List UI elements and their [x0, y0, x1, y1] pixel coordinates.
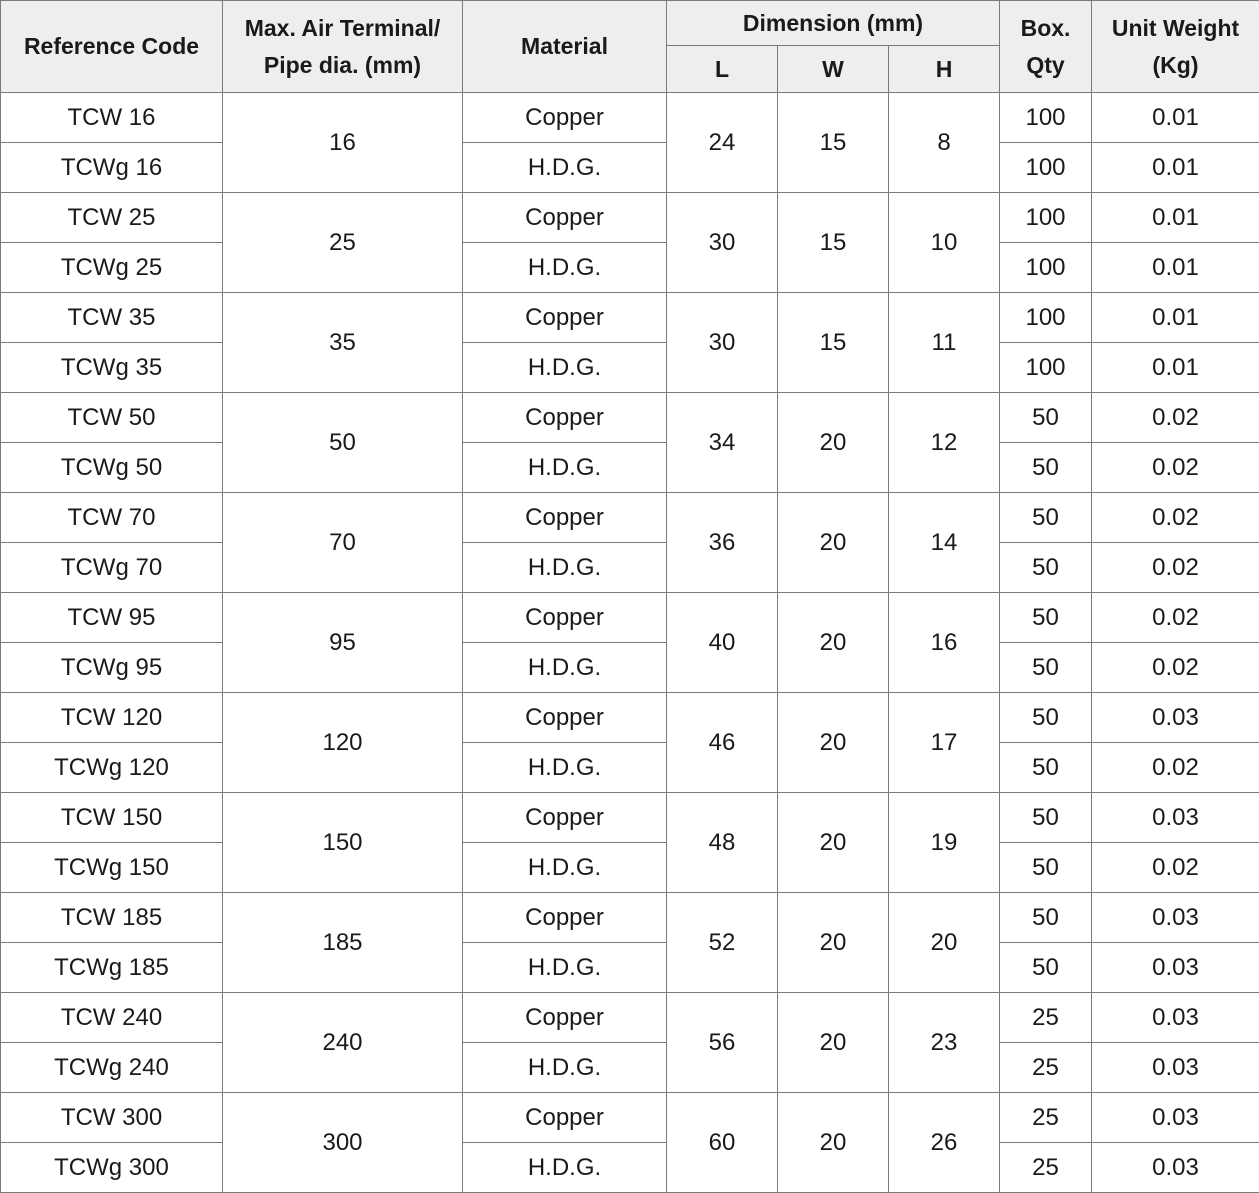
cell-box-qty: 25: [1000, 1143, 1092, 1193]
cell-dim-w: 20: [778, 393, 889, 493]
table-row: [1, 993, 1259, 1043]
cell-unit-weight: 0.03: [1092, 1043, 1259, 1093]
cell-dim-h: 8: [889, 93, 1000, 193]
cell-reference-code: TCW 185: [1, 893, 223, 943]
cell-dim-w: 20: [778, 693, 889, 793]
cell-material: Copper: [463, 793, 667, 843]
cell-box-qty: 100: [1000, 343, 1092, 393]
cell-dim-h: 14: [889, 493, 1000, 593]
table-row: [1, 93, 1259, 143]
cell-unit-weight: 0.01: [1092, 243, 1259, 293]
cell-reference-code: TCWg 70: [1, 543, 223, 593]
cell-material: H.D.G.: [463, 343, 667, 393]
cell-box-qty: 100: [1000, 93, 1092, 143]
cell-dim-w: 15: [778, 93, 889, 193]
cell-reference-code: TCW 50: [1, 393, 223, 443]
cell-box-qty: 25: [1000, 993, 1092, 1043]
header-unit-weight-line1: Unit Weight: [1111, 14, 1240, 41]
cell-pipe-dia: 25: [223, 193, 463, 293]
cell-material: H.D.G.: [463, 643, 667, 693]
table-row: [1, 1043, 1259, 1093]
cell-material: Copper: [463, 393, 667, 443]
cell-reference-code: TCWg 35: [1, 343, 223, 393]
cell-dim-h: 12: [889, 393, 1000, 493]
cell-dim-w: 20: [778, 1093, 889, 1193]
cell-unit-weight: 0.03: [1092, 893, 1259, 943]
table-row: [1, 643, 1259, 693]
table-row: [1, 143, 1259, 193]
cell-box-qty: 50: [1000, 393, 1092, 443]
cell-unit-weight: 0.03: [1092, 1093, 1259, 1143]
cell-material: H.D.G.: [463, 243, 667, 293]
cell-dim-l: 48: [667, 793, 778, 893]
cell-dim-w: 20: [778, 493, 889, 593]
cell-material: Copper: [463, 893, 667, 943]
header-unit-weight: [1092, 1, 1259, 93]
cell-reference-code: TCW 120: [1, 693, 223, 743]
cell-reference-code: TCW 25: [1, 193, 223, 243]
table-row: [1, 393, 1259, 443]
cell-reference-code: TCW 35: [1, 293, 223, 343]
cell-reference-code: TCW 240: [1, 993, 223, 1043]
header-dim-h: H: [889, 46, 1000, 93]
cell-dim-l: 52: [667, 893, 778, 993]
cell-box-qty: 50: [1000, 843, 1092, 893]
cell-reference-code: TCWg 185: [1, 943, 223, 993]
cell-dim-h: 10: [889, 193, 1000, 293]
cell-dim-h: 19: [889, 793, 1000, 893]
cell-dim-w: 20: [778, 593, 889, 693]
cell-box-qty: 50: [1000, 643, 1092, 693]
cell-unit-weight: 0.03: [1092, 693, 1259, 743]
cell-box-qty: 50: [1000, 543, 1092, 593]
cell-reference-code: TCWg 150: [1, 843, 223, 893]
cell-material: H.D.G.: [463, 743, 667, 793]
cell-pipe-dia: 16: [223, 93, 463, 193]
cell-unit-weight: 0.02: [1092, 493, 1259, 543]
cell-box-qty: 50: [1000, 743, 1092, 793]
cell-material: Copper: [463, 693, 667, 743]
cell-reference-code: TCW 150: [1, 793, 223, 843]
cell-reference-code: TCW 95: [1, 593, 223, 643]
cell-dim-l: 40: [667, 593, 778, 693]
cell-reference-code: TCWg 95: [1, 643, 223, 693]
cell-unit-weight: 0.03: [1092, 993, 1259, 1043]
cell-material: H.D.G.: [463, 843, 667, 893]
header-reference-code: Reference Code: [1, 1, 223, 93]
cell-material: Copper: [463, 493, 667, 543]
table-row: [1, 843, 1259, 893]
cell-unit-weight: 0.01: [1092, 143, 1259, 193]
cell-material: Copper: [463, 293, 667, 343]
header-dimension: Dimension (mm): [667, 1, 1000, 46]
cell-pipe-dia: 300: [223, 1093, 463, 1193]
cell-material: Copper: [463, 993, 667, 1043]
cell-box-qty: 100: [1000, 293, 1092, 343]
cell-dim-l: 30: [667, 293, 778, 393]
cell-pipe-dia: 35: [223, 293, 463, 393]
cell-box-qty: 50: [1000, 443, 1092, 493]
cell-reference-code: TCWg 50: [1, 443, 223, 493]
cell-unit-weight: 0.02: [1092, 543, 1259, 593]
table-row: [1, 1143, 1259, 1193]
cell-pipe-dia: 150: [223, 793, 463, 893]
table-header: [1, 1, 1259, 93]
cell-reference-code: TCWg 16: [1, 143, 223, 193]
cell-dim-l: 46: [667, 693, 778, 793]
cell-box-qty: 50: [1000, 593, 1092, 643]
cell-box-qty: 50: [1000, 793, 1092, 843]
cell-reference-code: TCWg 240: [1, 1043, 223, 1093]
cell-pipe-dia: 70: [223, 493, 463, 593]
cell-box-qty: 25: [1000, 1093, 1092, 1143]
cell-dim-h: 23: [889, 993, 1000, 1093]
table-body: [1, 93, 1259, 1193]
cell-material: Copper: [463, 93, 667, 143]
cell-material: Copper: [463, 193, 667, 243]
header-dim-w: W: [778, 46, 889, 93]
table-row: [1, 793, 1259, 843]
cell-box-qty: 50: [1000, 493, 1092, 543]
cell-unit-weight: 0.02: [1092, 593, 1259, 643]
cell-unit-weight: 0.02: [1092, 643, 1259, 693]
cell-dim-l: 30: [667, 193, 778, 293]
cell-pipe-dia: 185: [223, 893, 463, 993]
cell-dim-w: 20: [778, 893, 889, 993]
cell-material: Copper: [463, 593, 667, 643]
cell-box-qty: 50: [1000, 943, 1092, 993]
cell-box-qty: 50: [1000, 693, 1092, 743]
cell-box-qty: 100: [1000, 243, 1092, 293]
cell-dim-h: 11: [889, 293, 1000, 393]
cell-dim-l: 36: [667, 493, 778, 593]
cell-material: H.D.G.: [463, 143, 667, 193]
cell-dim-h: 16: [889, 593, 1000, 693]
cell-dim-w: 15: [778, 293, 889, 393]
cell-unit-weight: 0.03: [1092, 793, 1259, 843]
cell-material: H.D.G.: [463, 443, 667, 493]
cell-unit-weight: 0.01: [1092, 193, 1259, 243]
cell-unit-weight: 0.01: [1092, 93, 1259, 143]
table-row: [1, 743, 1259, 793]
cell-unit-weight: 0.02: [1092, 443, 1259, 493]
table-row: [1, 693, 1259, 743]
cell-unit-weight: 0.02: [1092, 743, 1259, 793]
cell-unit-weight: 0.01: [1092, 343, 1259, 393]
cell-dim-l: 34: [667, 393, 778, 493]
cell-reference-code: TCWg 120: [1, 743, 223, 793]
header-box-qty-line2: Qty: [1026, 51, 1065, 78]
table-row: [1, 343, 1259, 393]
cell-material: H.D.G.: [463, 543, 667, 593]
header-pipe-dia: [223, 1, 463, 93]
table-row: [1, 893, 1259, 943]
cell-reference-code: TCWg 300: [1, 1143, 223, 1193]
cell-dim-w: 20: [778, 993, 889, 1093]
cell-unit-weight: 0.01: [1092, 293, 1259, 343]
cell-material: H.D.G.: [463, 1143, 667, 1193]
cell-reference-code: TCWg 25: [1, 243, 223, 293]
table-row: [1, 493, 1259, 543]
table-row: [1, 293, 1259, 343]
header-dim-l: L: [667, 46, 778, 93]
cell-dim-w: 15: [778, 193, 889, 293]
cell-unit-weight: 0.03: [1092, 1143, 1259, 1193]
cell-dim-l: 24: [667, 93, 778, 193]
cell-pipe-dia: 95: [223, 593, 463, 693]
cell-box-qty: 50: [1000, 893, 1092, 943]
header-unit-weight-line2: (Kg): [1152, 51, 1199, 78]
cell-material: H.D.G.: [463, 943, 667, 993]
header-pipe-dia-line2: Pipe dia. (mm): [263, 51, 422, 78]
table-row: [1, 443, 1259, 493]
header-material: Material: [463, 1, 667, 93]
cell-box-qty: 100: [1000, 193, 1092, 243]
table-row: [1, 543, 1259, 593]
table-row: [1, 243, 1259, 293]
cell-box-qty: 25: [1000, 1043, 1092, 1093]
cell-unit-weight: 0.02: [1092, 393, 1259, 443]
table-row: [1, 943, 1259, 993]
cell-reference-code: TCW 16: [1, 93, 223, 143]
cell-box-qty: 100: [1000, 143, 1092, 193]
table-row: [1, 593, 1259, 643]
cell-pipe-dia: 120: [223, 693, 463, 793]
cell-dim-w: 20: [778, 793, 889, 893]
cell-material: Copper: [463, 1093, 667, 1143]
cell-dim-h: 26: [889, 1093, 1000, 1193]
cell-material: H.D.G.: [463, 1043, 667, 1093]
table-row: [1, 1093, 1259, 1143]
header-pipe-dia-line1: Max. Air Terminal/: [244, 14, 441, 41]
cell-dim-h: 20: [889, 893, 1000, 993]
cell-reference-code: TCW 300: [1, 1093, 223, 1143]
cell-reference-code: TCW 70: [1, 493, 223, 543]
cell-dim-h: 17: [889, 693, 1000, 793]
cell-pipe-dia: 240: [223, 993, 463, 1093]
cell-dim-l: 60: [667, 1093, 778, 1193]
header-box-qty-line1: Box.: [1020, 14, 1071, 41]
header-box-qty: [1000, 1, 1092, 93]
cell-unit-weight: 0.03: [1092, 943, 1259, 993]
cell-dim-l: 56: [667, 993, 778, 1093]
cell-pipe-dia: 50: [223, 393, 463, 493]
cell-unit-weight: 0.02: [1092, 843, 1259, 893]
table-row: [1, 193, 1259, 243]
